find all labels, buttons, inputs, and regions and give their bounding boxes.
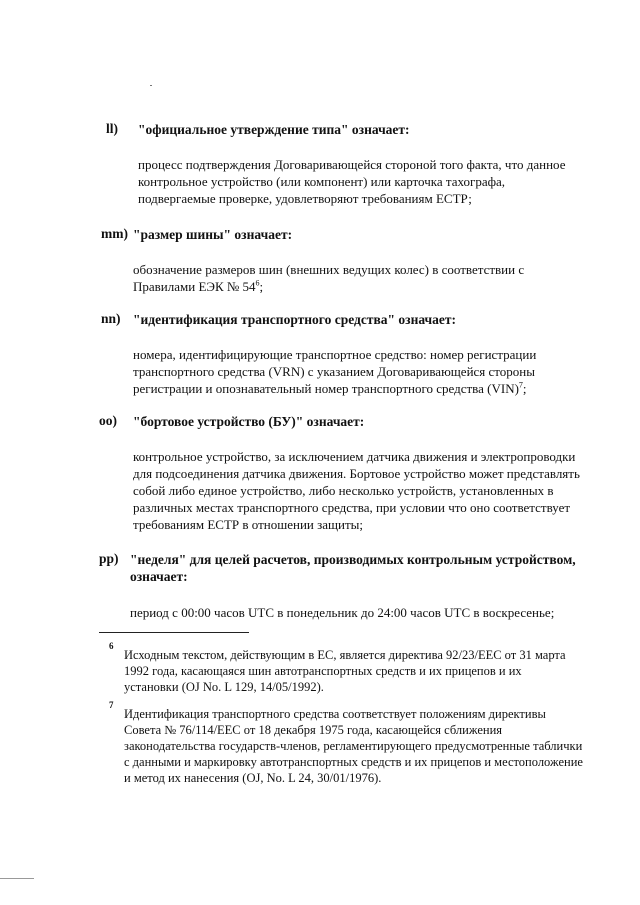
item-text-mm: обозначение размеров шин (внешних ведущих колес) в соответствии с Правилами ЕЭК № $54^6$; <box>133 262 525 294</box>
item-text-nn: номера, идентифицирующие транспортное средство: номер регистрации транспортного средства (VRN) с указанием Договаривающейся стороны регистрации и опознавательный номер транспортного средства (VIN)$^7$; <box>133 347 537 396</box>
footnote-text-6: Исходным текстом, действующим в ЕС, является директива 92/23/ЕЕС от 31 марта 1992 года, касающаяся шин автотранспортных средств и их прицепов и их установки (OJ No. L 129, 14/05/1992). <box>124 648 566 694</box>
item-label-nn: nn) <box>101 311 121 326</box>
item-heading-oo: "бортовое устройство (БУ)" означает: <box>133 414 365 429</box>
item-text-pp: период с 00:00 часов UTC в понедельник до 24:00 часов UTC в воскресенье; <box>130 605 555 620</box>
item-heading-pp: "неделя" для целей расчетов, производимых контрольным устройством, означает: <box>130 552 576 584</box>
item-text-oo: контрольное устройство, за исключением датчика движения и электропроводки для подсоединения датчика движения. Бортовое устройство может представлять собой либо единое устройство, либо несколько устройств, установленных в различных местах транспортного средства, при условии что оно соответствует требованиям ЕСТР в отношении защиты; <box>133 449 580 532</box>
footnote-ref-6: 6 <box>255 278 260 288</box>
item-label-oo: oo) <box>99 413 117 428</box>
footnote-number-7: 7 <box>109 700 114 710</box>
item-heading-nn: "идентификация транспортного средства" означает: <box>133 312 457 327</box>
item-heading-mm: "размер шины" означает: <box>133 227 293 242</box>
footnote-text-7: Идентификация транспортного средства соответствует положениям директивы Совета № 76/114/ЕЕС от 18 декабря 1975 года, касающейся сближения законодательства государств-членов, регламентирующего предусмотренные таблички с данными и маркировку автотранспортных средств и их прицепов и местоположение и метод их нанесения (OJ, No. L 24, 30/01/1976). <box>124 707 583 785</box>
scan-speck <box>150 85 152 86</box>
scan-edge-mark <box>0 878 34 879</box>
item-label-mm: mm) <box>101 226 128 241</box>
footnote-separator <box>99 632 249 633</box>
item-text-ll: процесс подтверждения Договаривающейся стороной того факта, что данное контрольное устройство (или компонент) или карточка тахографа, подвергаемые проверке, удовлетворяют требованиям ЕСТР; <box>138 157 566 206</box>
item-label-pp: pp) <box>99 551 119 566</box>
footnote-number-6: 6 <box>109 641 114 651</box>
footnote-ref-7: 7 <box>518 380 523 390</box>
item-label-ll: ll) <box>106 121 118 136</box>
item-heading-ll: "официальное утверждение типа" означает: <box>138 122 410 137</box>
